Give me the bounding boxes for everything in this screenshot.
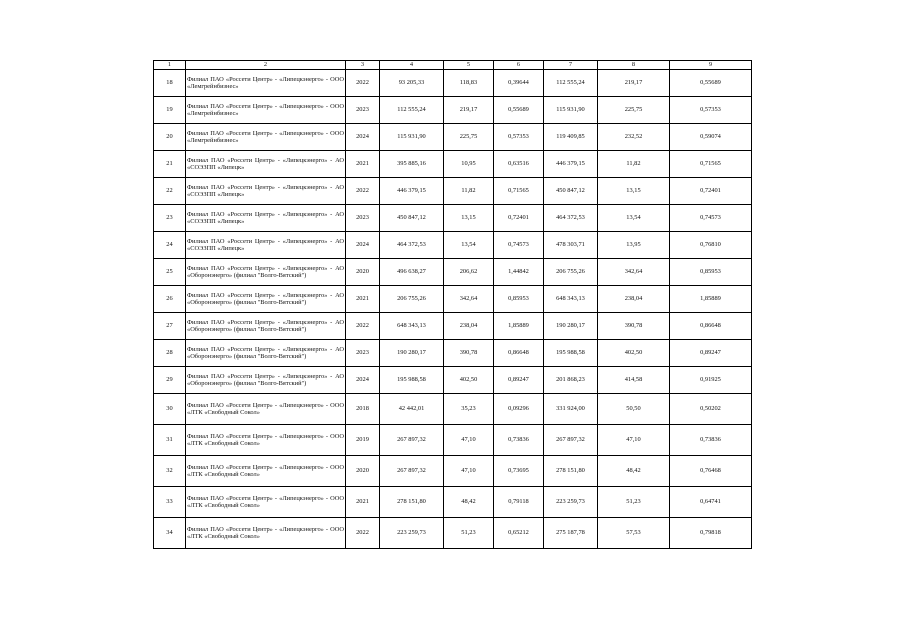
col5-value: 51,23 <box>444 518 494 549</box>
col9-value: 0,55689 <box>670 70 752 97</box>
row-year: 2018 <box>346 394 380 425</box>
row-year: 2020 <box>346 456 380 487</box>
row-year: 2024 <box>346 367 380 394</box>
table-row <box>154 70 752 97</box>
col5-value: 402,50 <box>444 367 494 394</box>
col7-value: 195 988,58 <box>544 340 598 367</box>
table-row <box>154 232 752 259</box>
col6-value: 0,09296 <box>494 394 544 425</box>
col9-value: 1,85889 <box>670 286 752 313</box>
column-header: 2 <box>186 61 346 70</box>
col9-value: 0,85953 <box>670 259 752 286</box>
col6-value: 0,74573 <box>494 232 544 259</box>
column-header: 6 <box>494 61 544 70</box>
column-header: 4 <box>380 61 444 70</box>
table-row <box>154 487 752 518</box>
table-row <box>154 97 752 124</box>
row-number: 28 <box>154 340 186 367</box>
col8-value: 402,50 <box>598 340 670 367</box>
col9-value: 0,50202 <box>670 394 752 425</box>
row-number: 24 <box>154 232 186 259</box>
row-description: Филиал ПАО «Россети Центр» - «Липецкэнерго» - АО «Оборонэнерго» (филиал "Волго-Вятский") <box>186 259 346 286</box>
row-description: Филиал ПАО «Россети Центр» - «Липецкэнерго» - АО «Оборонэнерго» (филиал "Волго-Вятский") <box>186 286 346 313</box>
col7-value: 267 897,32 <box>544 425 598 456</box>
col7-value: 278 151,80 <box>544 456 598 487</box>
col9-value: 0,79818 <box>670 518 752 549</box>
row-number: 34 <box>154 518 186 549</box>
col7-value: 201 868,23 <box>544 367 598 394</box>
col8-value: 390,78 <box>598 313 670 340</box>
row-description: Филиал ПАО «Россети Центр» - «Липецкэнерго» - ООО «Лемгрейнбизнес» <box>186 124 346 151</box>
col4-value: 42 442,01 <box>380 394 444 425</box>
col6-value: 0,85953 <box>494 286 544 313</box>
col4-value: 115 931,90 <box>380 124 444 151</box>
row-year: 2022 <box>346 178 380 205</box>
col8-value: 414,58 <box>598 367 670 394</box>
row-description: Филиал ПАО «Россети Центр» - «Липецкэнерго» - АО «СОЭЗПП «Липецк» <box>186 151 346 178</box>
col4-value: 267 897,32 <box>380 425 444 456</box>
row-number: 23 <box>154 205 186 232</box>
col8-value: 51,23 <box>598 487 670 518</box>
table-row <box>154 124 752 151</box>
col8-value: 342,64 <box>598 259 670 286</box>
col6-value: 0,57353 <box>494 124 544 151</box>
col9-value: 0,86648 <box>670 313 752 340</box>
col6-value: 0,73836 <box>494 425 544 456</box>
col5-value: 47,10 <box>444 456 494 487</box>
row-description: Филиал ПАО «Россети Центр» - «Липецкэнерго» - АО «СОЭЗПП «Липецк» <box>186 205 346 232</box>
document-page <box>153 60 751 549</box>
col8-value: 232,52 <box>598 124 670 151</box>
row-number: 31 <box>154 425 186 456</box>
col5-value: 238,04 <box>444 313 494 340</box>
col9-value: 0,72401 <box>670 178 752 205</box>
col6-value: 0,63516 <box>494 151 544 178</box>
col4-value: 93 205,33 <box>380 70 444 97</box>
row-year: 2024 <box>346 232 380 259</box>
row-year: 2019 <box>346 425 380 456</box>
table-body <box>154 61 752 549</box>
table-row <box>154 394 752 425</box>
row-year: 2024 <box>346 124 380 151</box>
col7-value: 190 280,17 <box>544 313 598 340</box>
col4-value: 206 755,26 <box>380 286 444 313</box>
col8-value: 219,17 <box>598 70 670 97</box>
col6-value: 0,71565 <box>494 178 544 205</box>
col7-value: 223 259,73 <box>544 487 598 518</box>
col5-value: 47,10 <box>444 425 494 456</box>
row-description: Филиал ПАО «Россети Центр» - «Липецкэнерго» - ООО «ЛТК «Свободный Сокол» <box>186 456 346 487</box>
row-description: Филиал ПАО «Россети Центр» - «Липецкэнерго» - ООО «ЛТК «Свободный Сокол» <box>186 394 346 425</box>
row-description: Филиал ПАО «Россети Центр» - «Липецкэнерго» - АО «СОЭЗПП «Липецк» <box>186 232 346 259</box>
table-row <box>154 340 752 367</box>
col9-value: 0,71565 <box>670 151 752 178</box>
col8-value: 48,42 <box>598 456 670 487</box>
table-row <box>154 286 752 313</box>
col4-value: 112 555,24 <box>380 97 444 124</box>
col6-value: 0,39644 <box>494 70 544 97</box>
col6-value: 0,65212 <box>494 518 544 549</box>
table-row <box>154 151 752 178</box>
col6-value: 0,79118 <box>494 487 544 518</box>
column-header: 5 <box>444 61 494 70</box>
row-description: Филиал ПАО «Россети Центр» - «Липецкэнерго» - АО «СОЭЗПП «Липецк» <box>186 178 346 205</box>
col4-value: 446 379,15 <box>380 178 444 205</box>
col7-value: 331 924,00 <box>544 394 598 425</box>
row-number: 26 <box>154 286 186 313</box>
row-year: 2023 <box>346 97 380 124</box>
col8-value: 50,50 <box>598 394 670 425</box>
col6-value: 0,89247 <box>494 367 544 394</box>
col7-value: 648 343,13 <box>544 286 598 313</box>
col5-value: 11,82 <box>444 178 494 205</box>
row-number: 32 <box>154 456 186 487</box>
column-header: 9 <box>670 61 752 70</box>
col7-value: 450 847,12 <box>544 178 598 205</box>
col9-value: 0,89247 <box>670 340 752 367</box>
row-number: 19 <box>154 97 186 124</box>
col4-value: 223 259,73 <box>380 518 444 549</box>
row-description: Филиал ПАО «Россети Центр» - «Липецкэнерго» - АО «Оборонэнерго» (филиал "Волго-Вятский") <box>186 367 346 394</box>
column-header: 3 <box>346 61 380 70</box>
col6-value: 1,85889 <box>494 313 544 340</box>
col6-value: 0,72401 <box>494 205 544 232</box>
table-row <box>154 425 752 456</box>
row-number: 18 <box>154 70 186 97</box>
col8-value: 11,82 <box>598 151 670 178</box>
col8-value: 47,10 <box>598 425 670 456</box>
col5-value: 10,95 <box>444 151 494 178</box>
row-year: 2022 <box>346 518 380 549</box>
col5-value: 118,83 <box>444 70 494 97</box>
col6-value: 0,55689 <box>494 97 544 124</box>
col9-value: 0,74573 <box>670 205 752 232</box>
col4-value: 450 847,12 <box>380 205 444 232</box>
col9-value: 0,57353 <box>670 97 752 124</box>
row-description: Филиал ПАО «Россети Центр» - «Липецкэнерго» - АО «Оборонэнерго» (филиал "Волго-Вятский") <box>186 340 346 367</box>
col6-value: 0,73695 <box>494 456 544 487</box>
table-row <box>154 259 752 286</box>
row-description: Филиал ПАО «Россети Центр» - «Липецкэнерго» - ООО «ЛТК «Свободный Сокол» <box>186 425 346 456</box>
col8-value: 57,53 <box>598 518 670 549</box>
row-year: 2021 <box>346 151 380 178</box>
table-row <box>154 518 752 549</box>
col4-value: 395 885,16 <box>380 151 444 178</box>
col6-value: 1,44842 <box>494 259 544 286</box>
column-header: 1 <box>154 61 186 70</box>
col4-value: 464 372,53 <box>380 232 444 259</box>
col7-value: 206 755,26 <box>544 259 598 286</box>
col7-value: 464 372,53 <box>544 205 598 232</box>
row-year: 2021 <box>346 286 380 313</box>
column-header: 8 <box>598 61 670 70</box>
col9-value: 0,76468 <box>670 456 752 487</box>
col4-value: 496 638,27 <box>380 259 444 286</box>
row-year: 2022 <box>346 313 380 340</box>
col7-value: 446 379,15 <box>544 151 598 178</box>
col9-value: 0,76810 <box>670 232 752 259</box>
row-number: 25 <box>154 259 186 286</box>
col4-value: 278 151,80 <box>380 487 444 518</box>
row-number: 22 <box>154 178 186 205</box>
row-number: 29 <box>154 367 186 394</box>
col5-value: 48,42 <box>444 487 494 518</box>
row-number: 27 <box>154 313 186 340</box>
row-description: Филиал ПАО «Россети Центр» - «Липецкэнерго» - ООО «ЛТК «Свободный Сокол» <box>186 518 346 549</box>
col6-value: 0,86648 <box>494 340 544 367</box>
col9-value: 0,91925 <box>670 367 752 394</box>
col4-value: 195 988,58 <box>380 367 444 394</box>
col7-value: 275 187,78 <box>544 518 598 549</box>
row-year: 2020 <box>346 259 380 286</box>
col4-value: 190 280,17 <box>380 340 444 367</box>
col8-value: 13,54 <box>598 205 670 232</box>
row-year: 2023 <box>346 205 380 232</box>
row-description: Филиал ПАО «Россети Центр» - «Липецкэнерго» - ООО «ЛТК «Свободный Сокол» <box>186 487 346 518</box>
table-row <box>154 205 752 232</box>
data-table <box>153 60 752 549</box>
col4-value: 648 343,13 <box>380 313 444 340</box>
row-description: Филиал ПАО «Россети Центр» - «Липецкэнерго» - ООО «Лемгрейнбизнес» <box>186 70 346 97</box>
col5-value: 219,17 <box>444 97 494 124</box>
col8-value: 225,75 <box>598 97 670 124</box>
col7-value: 115 931,90 <box>544 97 598 124</box>
row-description: Филиал ПАО «Россети Центр» - «Липецкэнерго» - АО «Оборонэнерго» (филиал "Волго-Вятский") <box>186 313 346 340</box>
col4-value: 267 897,32 <box>380 456 444 487</box>
row-number: 30 <box>154 394 186 425</box>
col7-value: 112 555,24 <box>544 70 598 97</box>
col5-value: 342,64 <box>444 286 494 313</box>
table-row <box>154 178 752 205</box>
col5-value: 390,78 <box>444 340 494 367</box>
column-header: 7 <box>544 61 598 70</box>
table-row <box>154 367 752 394</box>
col8-value: 13,15 <box>598 178 670 205</box>
col5-value: 35,23 <box>444 394 494 425</box>
table-row <box>154 456 752 487</box>
row-number: 21 <box>154 151 186 178</box>
col5-value: 225,75 <box>444 124 494 151</box>
col9-value: 0,64741 <box>670 487 752 518</box>
col5-value: 13,15 <box>444 205 494 232</box>
table-row <box>154 313 752 340</box>
col7-value: 478 303,71 <box>544 232 598 259</box>
row-number: 33 <box>154 487 186 518</box>
col9-value: 0,59074 <box>670 124 752 151</box>
col5-value: 206,62 <box>444 259 494 286</box>
table-header-row <box>154 61 752 70</box>
col7-value: 119 409,85 <box>544 124 598 151</box>
col9-value: 0,73836 <box>670 425 752 456</box>
col8-value: 13,95 <box>598 232 670 259</box>
row-year: 2023 <box>346 340 380 367</box>
row-year: 2021 <box>346 487 380 518</box>
row-number: 20 <box>154 124 186 151</box>
col5-value: 13,54 <box>444 232 494 259</box>
row-description: Филиал ПАО «Россети Центр» - «Липецкэнерго» - ООО «Лемгрейнбизнес» <box>186 97 346 124</box>
row-year: 2022 <box>346 70 380 97</box>
col8-value: 238,04 <box>598 286 670 313</box>
